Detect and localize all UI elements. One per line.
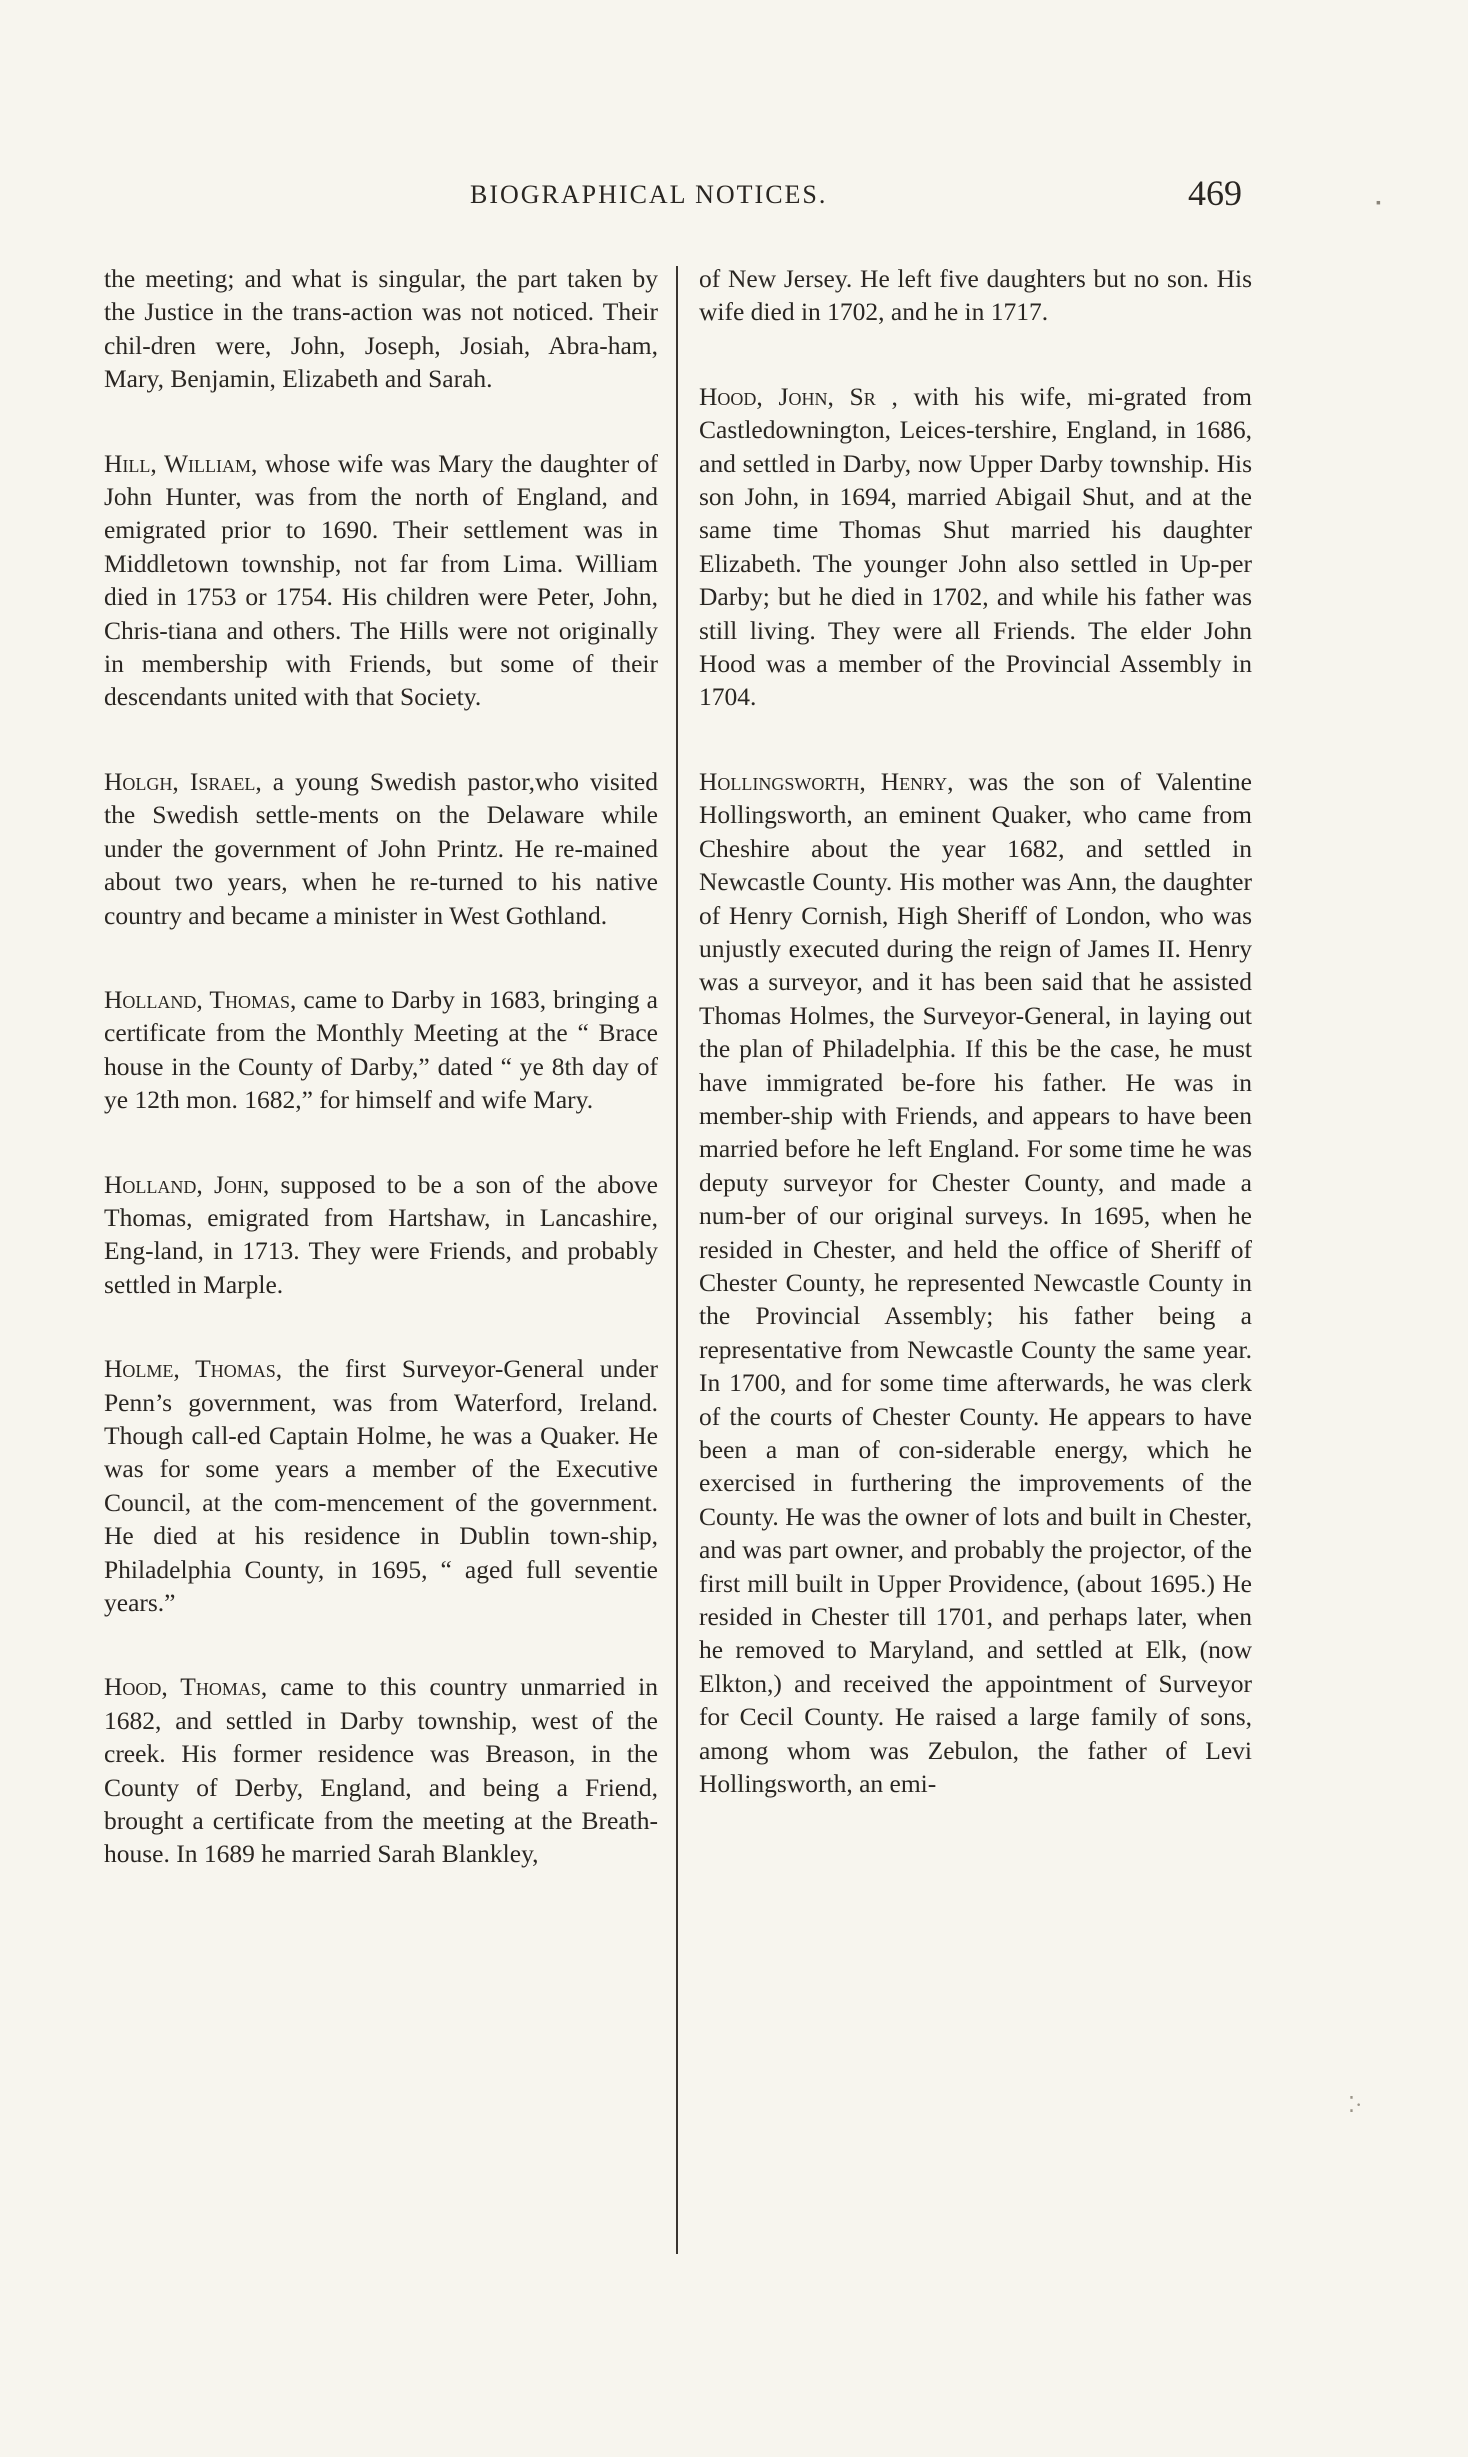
entry-text: a young Swedish pastor,who visited the Swedish settle-ments on the Delaware while under the government of John Printz. He re-mained about two years, when he re-turned to his native country and became a minister in West Gothland. [104,766,658,930]
entry-continuation: of New Jersey. He left five daughters but no son. His wife died in 1702, and he in 1717. [699,264,1252,327]
entry-name: Hill, William, [104,448,258,478]
entry-hood-thomas [104,1670,658,1870]
entry-name: Hood, Thomas, [104,1672,268,1702]
entry-text: the first Surveyor-General under Penn’s government, was from Waterford, Ireland. Though call-ed Captain Holme, he was a Quaker. He was for some years a member of the Executive Council, at the com-mencement of the government. He died at his residence in Dublin town-ship, Philadelphia County, in 1695, “ aged full seventie years.” [104,1354,658,1617]
entry-name: Holland, Thomas, [104,984,297,1014]
entry-text: was the son of Valentine Hollingsworth, an eminent Quaker, who came from Cheshire about the year 1682, and settled in Newcastle County. His mother was Ann, the daughter of Henry Cornish, High Sheriff of London, who was unjustly executed during the reign of James II. Henry was a surveyor, and it has been said that he assisted Thomas Holmes, the Surveyor-General, in laying out the plan of Philadelphia. If this be the case, he must have immigrated be-fore his father. He was in member-ship with Friends, and appears to have been married before he left England. For some time he was deputy surveyor for Chester County, and made a num-ber of our original surveys. In 1695, when he resided in Chester, and held the office of Sheriff of Chester County, he represented Newcastle County in the Provincial Assembly; his father being a representative from Newcastle County the same year. In 1700, and for some time afterwards, he was clerk of the courts of Chester County. He appears to have been a man of con-siderable energy, which he exercised in furthering the improvements of the County. He was the owner of lots and built in Chester, and was part owner, and probably the projector, of the first mill built in Upper Providence, (about 1695.) He resided in Chester till 1701, and perhaps later, when he removed to Maryland, and settled at Elk, (now Elkton,) and received the appointment of Surveyor for Cecil County. He raised a large family of sons, among whom was Zebulon, the father of Levi Hollingsworth, an emi- [699,766,1252,1799]
right-column [699,262,1252,1851]
margin-specks: ⁚· [1348,2092,1363,2117]
entry-name: Holgh, Israel, [104,766,262,796]
entry-text: whose wife was Mary the daughter of John Hunter, was from the north of England, and emigrated prior to 1690. Their settlement was in Middletown township, not far from Lima. William died in 1753 or 1754. His children were Peter, John, Chris-tiana and others. The Hills were not originally in membership with Friends, but some of their descendants united with that Society. [104,448,658,712]
left-column [104,262,658,1922]
entry-holland-john [104,1168,658,1302]
entry-holme-thomas [104,1352,658,1619]
page-number: 469 [1188,173,1242,213]
running-head: BIOGRAPHICAL NOTICES. [470,180,828,209]
entry-text: with his wife, mi-grated from Castledownington, Leices-tershire, England, in 1686, and settled in Darby, now Upper Darby township. His son John, in 1694, married Abigail Shut, and at the same time Thomas Shut married his daughter Elizabeth. The younger John also settled in Up-per Darby; but he died in 1702, and while his father was still living. They were all Friends. The elder John Hood was a member of the Provincial Assembly in 1704. [699,381,1252,712]
entry-text: came to this country unmarried in 1682, and settled in Darby township, west of the creek. His former residence was Breason, in the County of Derby, England, and being a Friend, brought a certificate from the meeting at the Breath-house. In 1689 he married Sarah Blankley, [104,1672,658,1869]
entry-name: Holme, Thomas, [104,1354,283,1384]
entry-hollingsworth-henry [699,765,1252,1801]
entry-holgh-israel [104,765,658,932]
entry-holland-thomas [104,983,658,1117]
entry-text: supposed to be a son of the above Thomas, emigrated from Hartshaw, in Lancashire, Eng-land, in 1713. They were Friends, and probably settled in Marple. [104,1169,659,1299]
entry-hood-john-sr [699,380,1252,714]
entry-name: Holland, John, [104,1169,270,1199]
entry-name: Hollingsworth, Henry, [699,766,954,796]
entry-hill-william [104,447,658,714]
entry-continuation: the meeting; and what is singular, the part taken by the Justice in the trans-action was not noticed. Their chil-dren were, John, Joseph, Josiah, Abra-ham, Mary, Benjamin, Elizabeth and Sarah. [104,264,658,394]
entry-name: Hood, John, Sr , [699,381,898,411]
column-divider [676,266,678,2254]
entry-text: came to Darby in 1683, bringing a certificate from the Monthly Meeting at the “ Brace house in the County of Darby,” dated “ ye 8th day of ye 12th mon. 1682,” for himself and wife Mary. [104,984,659,1115]
corner-speck: ▪ [1376,196,1381,211]
